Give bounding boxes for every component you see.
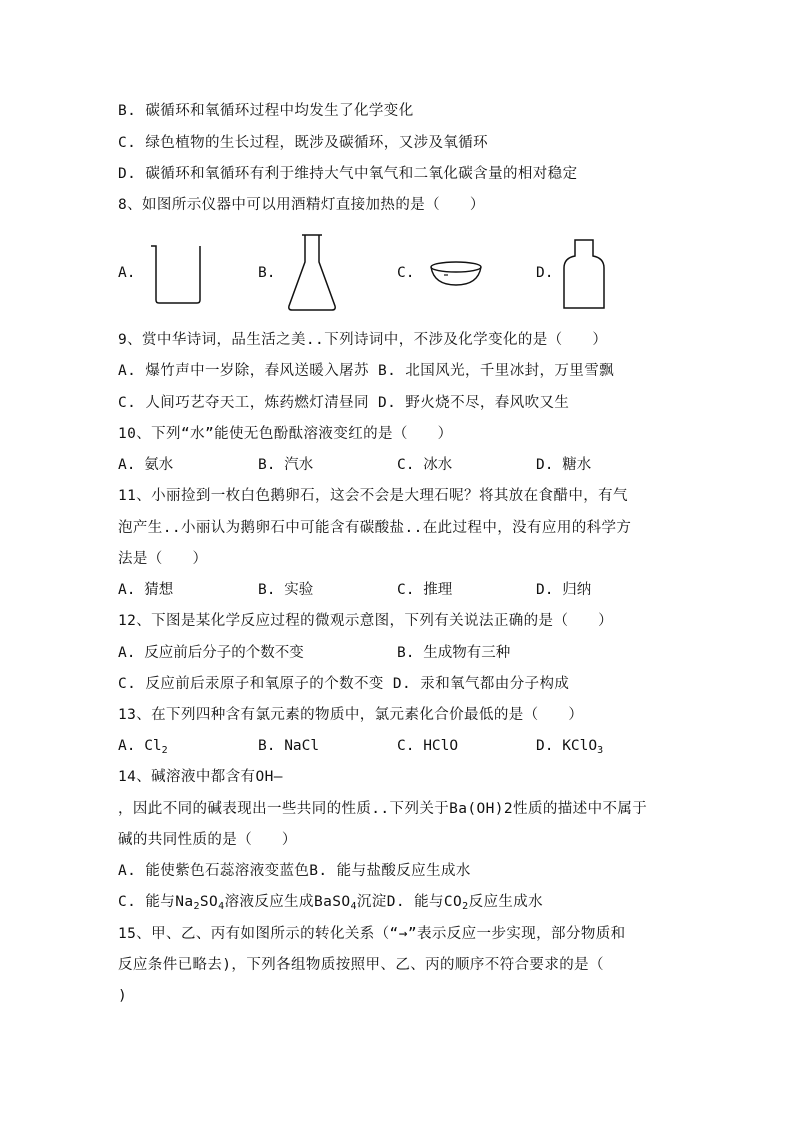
question-11-line-3: 法是（ ）	[118, 551, 208, 567]
q8-option-a-label: A.	[118, 265, 136, 281]
question-11-line-2: 泡产生..小丽认为鹅卵石中可能含有碳酸盐..在此过程中，没有应用的科学方	[118, 520, 632, 536]
question-12: 12、下图是某化学反应过程的微观示意图，下列有关说法正确的是（ ）	[118, 613, 614, 629]
beaker-icon	[148, 240, 208, 306]
q11-option-d: D. 归纳	[536, 582, 592, 598]
q7-option-b: B. 碳循环和氧循环过程中均发生了化学变化	[118, 103, 414, 119]
wide-mouth-bottle-icon	[560, 236, 608, 312]
q10-option-c: C. 冰水	[397, 457, 453, 473]
question-10: 10、下列“水”能使无色酚酞溶液变红的是（ ）	[118, 426, 453, 442]
question-15-line-3: )	[118, 988, 128, 1004]
q12-option-a: A. 反应前后分子的个数不变	[118, 645, 304, 661]
q13-option-c: C. HClO	[397, 738, 459, 754]
q9-options-ab: A. 爆竹声中一岁除，春风送暖入屠苏 B. 北国风光，千里冰封，万里雪飘	[118, 363, 615, 379]
q12-option-b: B. 生成物有三种	[397, 645, 511, 661]
q8-option-d-label: D.	[536, 265, 554, 281]
q7-option-c: C. 绿色植物的生长过程，既涉及碳循环，又涉及氧循环	[118, 135, 489, 151]
evaporating-dish-icon	[428, 256, 484, 290]
q10-option-d: D. 糖水	[536, 457, 592, 473]
erlenmeyer-flask-icon	[284, 232, 340, 314]
q7-option-d: D. 碳循环和氧循环有利于维持大气中氧气和二氧化碳含量的相对稳定	[118, 166, 578, 182]
q11-option-a: A. 猜想	[118, 582, 174, 598]
q8-option-c-label: C.	[397, 265, 415, 281]
q13-option-a: A. $Cl_2$	[118, 738, 168, 756]
question-14-line-1: 14、碱溶液中都含有OH—	[118, 769, 283, 785]
q9-options-cd: C. 人间巧艺夺天工，炼药燃灯清昼同 D. 野火烧不尽，春风吹又生	[118, 395, 570, 411]
q10-option-b: B. 汽水	[258, 457, 314, 473]
question-15-line-2: 反应条件已略去)，下列各组物质按照甲、乙、丙的顺序不符合要求的是（	[118, 957, 604, 973]
question-14-line-2: ，因此不同的碱表现出一些共同的性质..下列关于Ba(OH)2性质的描述中不属于	[118, 801, 648, 817]
question-15-line-1: 15、甲、乙、丙有如图所示的转化关系（“→”表示反应一步实现，部分物质和	[118, 926, 626, 942]
q12-options-cd: C. 反应前后汞原子和氧原子的个数不变 D. 汞和氧气都由分子构成	[118, 676, 570, 692]
question-9: 9、赏中华诗词，品生活之美..下列诗词中，不涉及化学变化的是（ ）	[118, 332, 608, 348]
q13-option-d: D. KClO$_3$	[536, 738, 604, 756]
q11-option-b: B. 实验	[258, 582, 314, 598]
question-8: 8、如图所示仪器中可以用酒精灯直接加热的是（ ）	[118, 197, 485, 213]
question-11-line-1: 11、小丽捡到一枚白色鹅卵石，这会不会是大理石呢？将其放在食醋中，有气	[118, 488, 628, 504]
q13-option-b: B. NaCl	[258, 738, 320, 754]
q8-option-b-label: B.	[258, 265, 276, 281]
q14-options-ab: A. 能使紫色石蕊溶液变蓝色B. 能与盐酸反应生成水	[118, 863, 471, 879]
question-13: 13、在下列四种含有氯元素的物质中，氯元素化合价最低的是（ ）	[118, 707, 584, 723]
q10-option-a: A. 氨水	[118, 457, 174, 473]
question-14-line-3: 碱的共同性质的是（ ）	[118, 832, 297, 848]
q11-option-c: C. 推理	[397, 582, 453, 598]
q14-options-cd: C. 能与$Na_2SO_4$溶液反应生成BaSO$_4$沉淀D. 能与$CO_2$反应生成水	[118, 894, 544, 912]
